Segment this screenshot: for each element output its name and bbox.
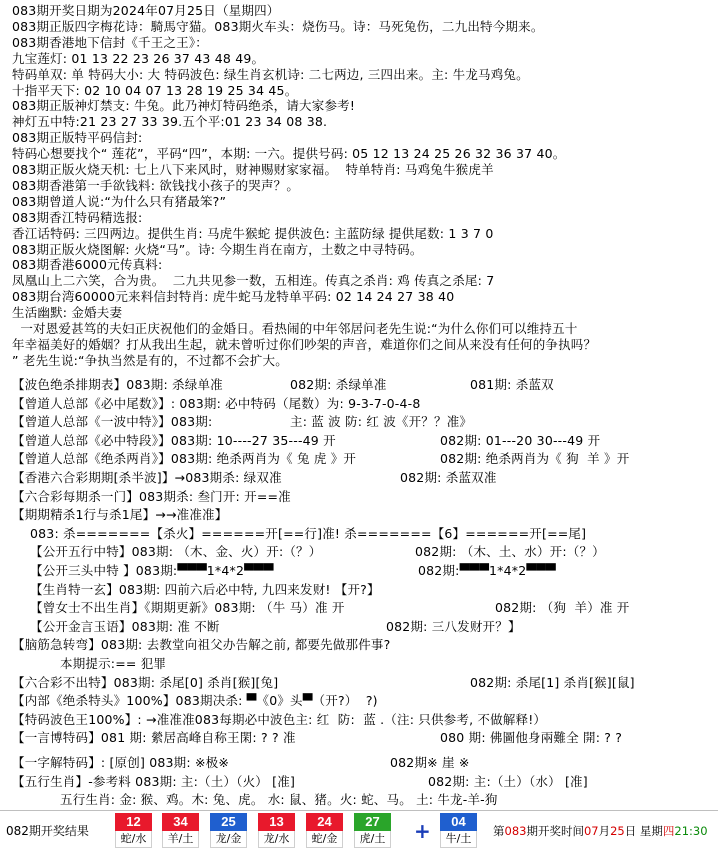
text-line: 083期正版火烧天机: 七上八下来风时，财神赐财家家福。 特单特肖: 马鸡兔牛猴虎羊 bbox=[12, 162, 494, 177]
text-line: 特码心想要找个“ 莲花”，平码“四”，本期: 一六。提供号码: 05 12 13 24 25 26 32 36 37 40。 bbox=[12, 146, 566, 162]
text-line: 083期开奖日期为2024年07月25日（星期四） bbox=[12, 3, 280, 18]
ball-number: 25 bbox=[210, 813, 247, 831]
plus-sign: + bbox=[414, 819, 431, 843]
forum-line: 【特码波色王100%】: →准准准083每期必中波色主: 红 防: 蓝 .（注: 只供参考, 不做解释!） bbox=[12, 711, 547, 727]
forum-line-prev-period: 082期: （木、土、水）开:（？） bbox=[415, 544, 605, 560]
forum-line-prev-period: 082期※ 崖 ※ bbox=[390, 755, 470, 770]
ball-zodiac: 蛇/水 bbox=[115, 831, 152, 848]
text-line: 083期香港地下信封《千王之王》： bbox=[12, 34, 209, 50]
forum-line: 【一言博特码】081 期: 縈居高峰自称王閑: ? ? 准 bbox=[12, 730, 296, 746]
text-line: 083期正版四字梅花诗：騎馬守猫。083期火车头：烧伤马。诗：马死兔伤，二九出特今期来。 bbox=[12, 18, 544, 34]
ball-number: 24 bbox=[306, 813, 343, 831]
text-line: 083期香江特码精选报: bbox=[12, 209, 143, 225]
forum-line: 【曾道人总部《必中尾数》】: 083期: 必中特码（尾数）为: 9-3-7-0-4-8 bbox=[12, 395, 421, 411]
forum-line: 【香港六合彩期期[杀半波]】→083期杀: 绿双准 bbox=[12, 470, 282, 485]
text-line: 083期正版火烧图解: 火烧“马”。诗: 今期生肖在南方，土数之中寻特码。 bbox=[12, 241, 423, 257]
forum-line-prev-period: 082期: 主:（土）（水） [准] bbox=[428, 773, 588, 789]
ball-number: 27 bbox=[354, 813, 391, 831]
forum-line-prev-period: 082期: 01---20 30---49 开 bbox=[440, 432, 601, 448]
text-line: 083期正版神灯禁支: 牛兔。此乃神灯特码绝杀，请大家参考! bbox=[12, 98, 356, 114]
text-line: 083期台湾60000元来料信封特肖: 虎牛蛇马龙特单平码: 02 14 24 27 38 40 bbox=[12, 289, 455, 305]
forum-line: 083: 杀=======【杀火】======开[==行]准! 杀=======【6】======开[==尾] bbox=[30, 525, 587, 541]
forum-line: 【一字解特码】: [原创] 083期: ※极※ bbox=[12, 755, 230, 770]
text-line: 神灯五中特:21 23 27 33 39.五个平:01 23 34 08 38. bbox=[12, 114, 328, 130]
forum-line: 【六合彩不出特】083期: 杀尾[0] 杀肖[猴][兔] bbox=[12, 674, 279, 690]
results-title: 082期开奖结果 bbox=[6, 824, 89, 838]
forum-line: 【公开五行中特】083期: （木、金、火）开:（？） bbox=[30, 544, 322, 560]
results-bar bbox=[0, 810, 718, 852]
result-ball bbox=[210, 813, 247, 849]
forum-line: 【曾道人总部《必中特段》】083期: 10----27 35---49 开 bbox=[12, 432, 336, 448]
text-line: 083期香港第一手欲钱料: 欲钱找小孩子的哭声？。 bbox=[12, 177, 300, 193]
text-line: 九宝莲灯: 01 13 22 23 26 37 43 48 49。 bbox=[12, 50, 265, 66]
text-line: 一对恩爱甚笃的夫妇正庆祝他们的金婚日。看热闹的中年邻居问老先生说:“为什么你们可以维持五十 bbox=[12, 321, 578, 336]
ball-zodiac: 虎/土 bbox=[354, 831, 391, 848]
forum-line-prev-period: 082期: 绝杀两肖为《 狗 羊 》开 bbox=[440, 451, 630, 467]
ball-number: 12 bbox=[115, 813, 152, 831]
text-line: 生活幽默: 金婚夫妻 bbox=[12, 305, 123, 321]
forum-line: 【波色绝杀排期表】083期: 杀绿单准 bbox=[12, 377, 223, 392]
special-ball bbox=[440, 813, 477, 849]
forum-line-prev-period: 082期: 三八发财开？】 bbox=[386, 618, 521, 634]
text-line: 年幸福美好的婚姻？打从我出生起，就未曾听过你们吵架的声音，难道你们之间从来没有任何的争执吗？ bbox=[12, 336, 597, 352]
ball-zodiac: 龙/金 bbox=[210, 831, 247, 848]
forum-line-prev-period: 080 期: 佛圖他身兩難全 開: ? ? bbox=[440, 730, 623, 746]
forum-line: 【公开金言玉语】083期: 准 不断 bbox=[30, 618, 220, 634]
forum-line: 【曾女士不出生肖】《期期更新》083期: （牛 马）准 开 bbox=[30, 600, 345, 616]
forum-line-prev-period: 主: 蓝 波 防: 红 波《开？？准》 bbox=[290, 414, 473, 430]
result-ball bbox=[162, 813, 199, 849]
forum-line: 【内部《绝杀特头》100%】083期决杀: ▀《0》头▀（开?） ?) bbox=[12, 693, 378, 709]
ball-number: 34 bbox=[162, 813, 199, 831]
forum-line: 五行生肖: 金: 猴、鸡。木: 兔、虎。 水: 鼠、猪。火: 蛇、马。 土: 牛龙-羊-狗 bbox=[60, 792, 498, 808]
text-line: 特码单双: 单 特码大小: 大 特码波色: 绿生肖玄机诗: 二七两边, 三四出来。主: 牛龙马鸡兔。 bbox=[12, 66, 529, 82]
forum-line-prev-period: 082期:▀▀▀1*4*2▀▀▀ bbox=[418, 563, 556, 578]
special-ball-number: 04 bbox=[440, 813, 477, 831]
text-line: 083期香港6000元传真料: bbox=[12, 257, 163, 273]
ball-zodiac: 羊/土 bbox=[162, 831, 199, 848]
ball-number: 13 bbox=[258, 813, 295, 831]
forum-line: 【曾道人总部《一波中特》】083期: bbox=[12, 414, 213, 430]
forum-line: 本期提示:== 犯罪 bbox=[60, 656, 167, 671]
forum-line-prev-period: 082期: （狗 羊）准 开 bbox=[495, 600, 630, 616]
special-ball-zodiac: 牛/土 bbox=[440, 831, 477, 848]
forum-line-prev-period: 082期: 杀绿单准 bbox=[290, 377, 387, 392]
forum-line: 【曾道人总部《绝杀两肖》】083期: 绝杀两肖为《 兔 虎 》开 bbox=[12, 451, 357, 467]
forum-line: 【期期精杀1行与杀1尾】→→准准准】 bbox=[12, 507, 228, 523]
ball-zodiac: 龙/水 bbox=[258, 831, 295, 848]
result-ball bbox=[354, 813, 391, 849]
text-line: 083期正版特平码信封: bbox=[12, 130, 143, 146]
next-open-time: 第083期开奖时间07月25日 星期四21:30 bbox=[493, 824, 708, 838]
text-line: 十指平天下: 02 10 04 07 13 28 19 25 34 45。 bbox=[12, 82, 298, 98]
forum-line-prev-period: 082期: 杀蓝双准 bbox=[400, 470, 497, 485]
ball-zodiac: 蛇/金 bbox=[306, 831, 343, 848]
forum-line: 【六合彩每期杀一门】083期杀: 叁门开: 开==准 bbox=[12, 488, 291, 504]
forum-line: 【五行生肖】-参考料 083期: 主:（土）（火） [准] bbox=[12, 773, 296, 789]
forum-line: 【生肖特一玄】083期: 四前六后必中特, 九四来发财! 【开?】 bbox=[30, 581, 380, 597]
text-line: 083期曾道人说:“为什么只有猪最笨?” bbox=[12, 193, 227, 209]
forum-line-prev-period: 082期: 杀尾[1] 杀肖[猴][鼠] bbox=[470, 674, 635, 690]
forum-line: 【脑筋急转弯】083期: 去教堂向祖父办告解之前, 都要先做那件事? bbox=[12, 637, 391, 653]
result-ball bbox=[258, 813, 295, 849]
forum-line-prev2-period: 081期: 杀蓝双 bbox=[470, 377, 554, 392]
text-line: 凤凰山上二六笑，合为贵。 二九共见参一数，五相连。传真之杀肖: 鸡 传真之杀尾: 7 bbox=[12, 273, 495, 289]
forum-line: 【公开三头中特 】083期:▀▀▀1*4*2▀▀▀ bbox=[30, 563, 274, 578]
result-ball bbox=[115, 813, 152, 849]
result-ball bbox=[306, 813, 343, 849]
text-line: 香江话特码: 三四两边。提供生肖: 马虎牛猴蛇 提供波色: 主蓝防绿 提供尾数: 1 3 7 0 bbox=[12, 225, 494, 241]
text-line: ” 老先生说:“争执当然是有的，不过都不会扩大。 bbox=[12, 352, 288, 368]
